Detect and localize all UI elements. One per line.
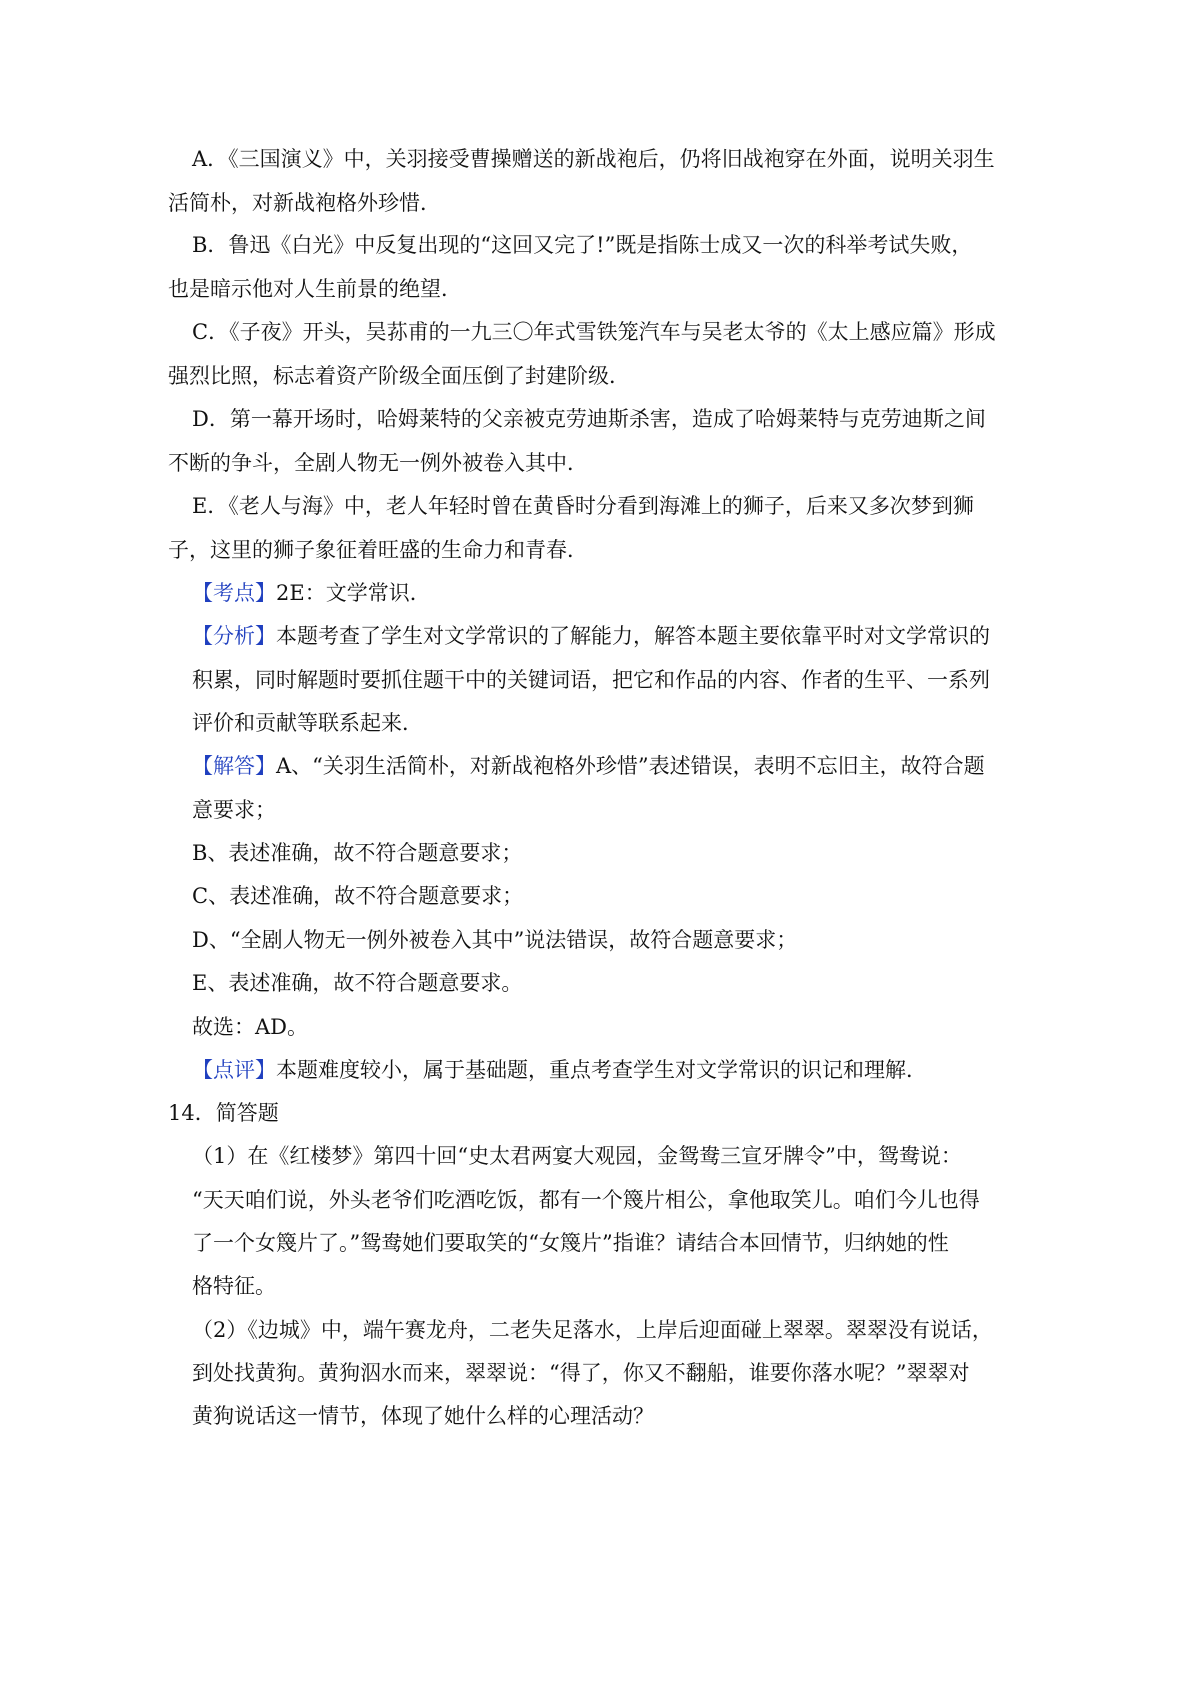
option-a-line-2: 活简朴，对新战袍格外珍惜． (168, 191, 441, 215)
option-d-line-2: 不断的争斗，全剧人物无一例外被卷入其中． (168, 451, 588, 475)
q14-p1-line-1: （1）在《红楼梦》第四十回“史太君两宴大观园，金鸳鸯三宣牙牌令”中，鸳鸯说： (192, 1144, 962, 1168)
option-c-line-2: 强烈比照，标志着资产阶级全面压倒了封建阶级． (168, 364, 630, 388)
jieda-line-1 (192, 751, 985, 781)
jieda-line-2: 意要求； (192, 798, 276, 822)
q14-p2-line-3: 黄狗说话这一情节，体现了她什么样的心理活动？ (192, 1404, 654, 1428)
fenxi-line-2: 积累，同时解题时要抓住题干中的关键词语，把它和作品的内容、作者的生平、一系列 (192, 668, 990, 692)
option-b-line-1: B．鲁迅《白光》中反复出现的“这回又完了!”既是指陈士成又一次的科举考试失败， (192, 233, 973, 257)
jieda-e: E、表述准确，故不符合题意要求。 (192, 971, 523, 995)
fenxi-tag: 【分析】 (192, 624, 276, 648)
jieda-c: C、表述准确，故不符合题意要求； (192, 884, 524, 908)
jieda-d: D、“全剧人物无一例外被卷入其中”说法错误，故符合题意要求； (192, 928, 798, 952)
kaodian-line (192, 578, 431, 608)
fenxi-text-1: 本题考查了学生对文学常识的了解能力，解答本题主要依靠平时对文学常识的 (276, 624, 990, 648)
dianping-tag: 【点评】 (192, 1058, 276, 1082)
option-c-line-1: C．《子夜》开头，吴荪甫的一九三〇年式雪铁笼汽车与吴老太爷的《太上感应篇》形成 (192, 320, 996, 344)
kaodian-text: 2E：文学常识． (276, 581, 431, 605)
option-b-line-2: 也是暗示他对人生前景的绝望． (168, 277, 462, 301)
jieda-tag: 【解答】 (192, 754, 276, 778)
option-e-line-1: E．《老人与海》中，老人年轻时曾在黄昏时分看到海滩上的狮子，后来又多次梦到狮 (192, 494, 974, 518)
q14-p1-line-3: 了一个女篾片了。”鸳鸯她们要取笑的“女篾片”指谁？请结合本回情节，归纳她的性 (192, 1231, 949, 1255)
question-14-title: 14．简答题 (168, 1101, 279, 1125)
jieda-answer: 故选：AD。 (192, 1015, 309, 1039)
jieda-b: B、表述准确，故不符合题意要求； (192, 841, 523, 865)
option-e-line-2: 子，这里的狮子象征着旺盛的生命力和青春． (168, 538, 588, 562)
option-d-line-1: D．第一幕开场时，哈姆莱特的父亲被克劳迪斯杀害，造成了哈姆莱特与克劳迪斯之间 (192, 407, 986, 431)
q14-p2-line-2: 到处找黄狗。黄狗泅水而来，翠翠说：“得了，你又不翻船，谁要你落水呢？”翠翠对 (192, 1361, 970, 1385)
q14-p2-line-1: （2）《边城》中，端午赛龙舟，二老失足落水，上岸后迎面碰上翠翠。翠翠没有说话， (192, 1318, 993, 1342)
dianping-text: 本题难度较小，属于基础题，重点考查学生对文学常识的识记和理解． (276, 1058, 927, 1082)
fenxi-line-1 (192, 621, 990, 651)
q14-p1-line-2: “天天咱们说，外头老爷们吃酒吃饭，都有一个篾片相公，拿他取笑儿。咱们今儿也得 (192, 1188, 980, 1212)
option-a-line-1: A．《三国演义》中，关羽接受曹操赠送的新战袍后，仍将旧战袍穿在外面，说明关羽生 (192, 147, 995, 171)
kaodian-tag: 【考点】 (192, 581, 276, 605)
dianping-line (192, 1055, 927, 1085)
fenxi-line-3: 评价和贡献等联系起来． (192, 711, 423, 735)
jieda-text-1: A、“关羽生活简朴，对新战袍格外珍惜”表述错误，表明不忘旧主，故符合题 (276, 754, 985, 778)
q14-p1-line-4: 格特征。 (192, 1274, 276, 1298)
